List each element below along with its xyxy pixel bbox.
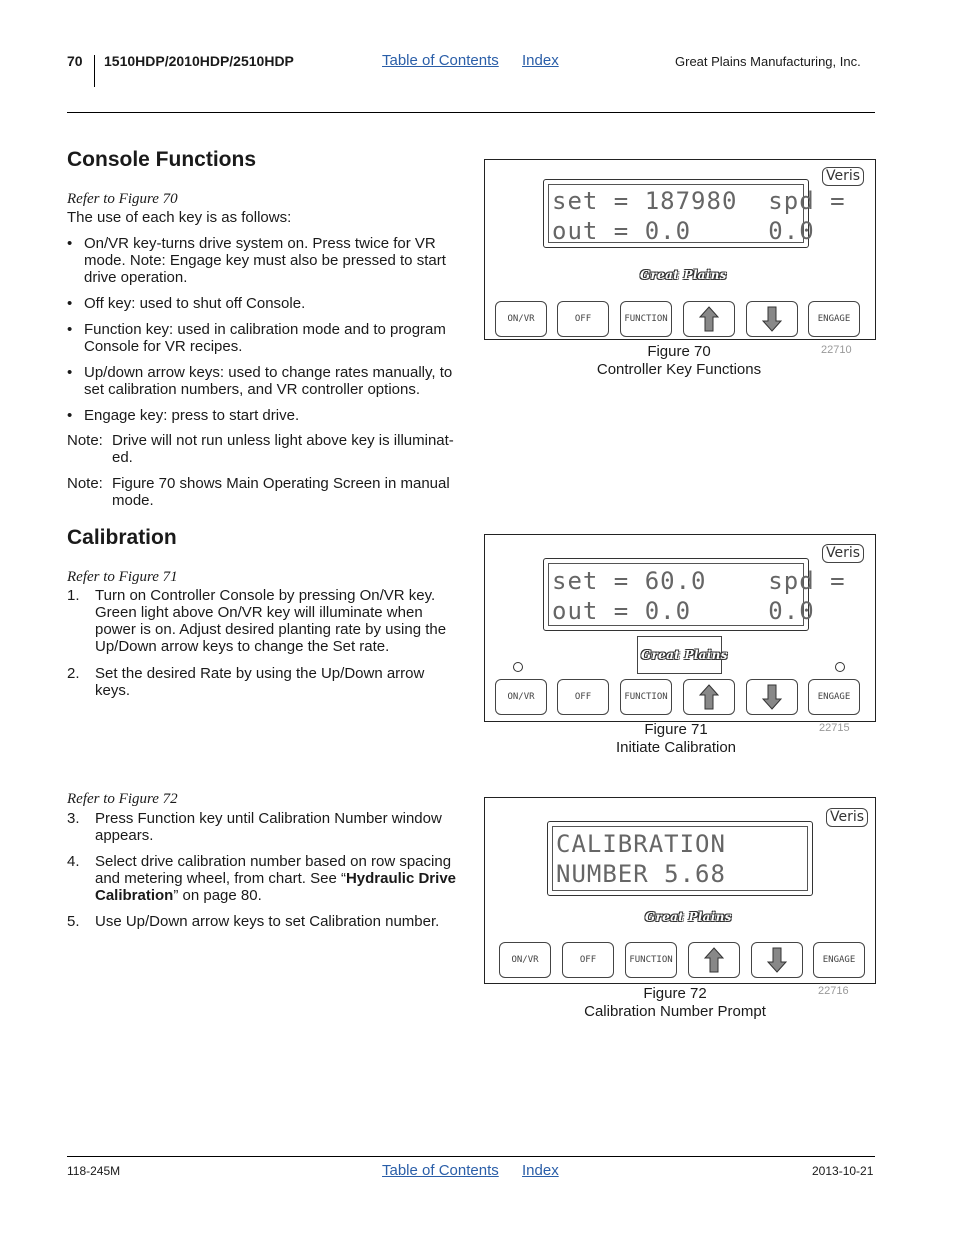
up-arrow-key[interactable] — [688, 942, 740, 978]
lcd-line: CALIBRATION — [556, 830, 726, 858]
company-name: Great Plains Manufacturing, Inc. — [675, 54, 861, 69]
off-key[interactable]: OFF — [557, 679, 609, 715]
figure-id: 22710 — [821, 344, 852, 356]
lcd-display — [543, 179, 846, 248]
down-arrow-key[interactable] — [746, 679, 798, 715]
header-toc-link[interactable]: Table of Contents — [382, 52, 499, 69]
onvr-key[interactable]: ON/VR — [495, 679, 547, 715]
figure-70-caption: Figure 70 Controller Key Functions — [596, 343, 762, 378]
header-rule — [67, 112, 875, 113]
footer-rule — [67, 1156, 875, 1157]
function-key[interactable]: FUNCTION — [625, 942, 677, 978]
page-number: 70 — [67, 53, 83, 69]
function-key[interactable]: FUNCTION — [620, 679, 672, 715]
down-arrow-key[interactable] — [751, 942, 803, 978]
lcd-line: set = 60.0 spd = — [552, 567, 846, 595]
refer-figure-70: Refer to Figure 70 — [67, 191, 178, 207]
off-key[interactable]: OFF — [557, 301, 609, 337]
great-plains-logo: Great Plains — [640, 268, 727, 282]
publish-date: 2013-10-21 — [812, 1164, 874, 1178]
veris-logo: Veris — [822, 167, 864, 186]
lcd-display — [547, 821, 813, 896]
figure-id: 22715 — [819, 722, 850, 734]
off-key[interactable]: OFF — [562, 942, 614, 978]
figure-71-console — [484, 534, 876, 722]
up-arrow-key[interactable] — [683, 679, 735, 715]
function-key[interactable]: FUNCTION — [620, 301, 672, 337]
onvr-key[interactable]: ON/VR — [499, 942, 551, 978]
figure-71-caption: Figure 71 Initiate Calibration — [615, 721, 737, 756]
cross-reference: Hydraulic Drive Calibration — [95, 870, 456, 904]
engage-key[interactable]: ENGAGE — [808, 679, 860, 715]
header-index-link[interactable]: Index — [522, 52, 559, 69]
footer-index-link[interactable]: Index — [522, 1162, 559, 1179]
up-arrow-icon — [699, 684, 719, 710]
figure-72-caption: Figure 72 Calibration Number Prompt — [584, 985, 766, 1020]
console-functions-heading: Console Functions — [67, 148, 256, 171]
up-arrow-key[interactable] — [683, 301, 735, 337]
header-divider — [94, 55, 95, 87]
lcd-line: out = 0.0 0.0 — [552, 217, 815, 245]
veris-logo: Veris — [826, 808, 868, 827]
model-title: 1510HDP/2010HDP/2510HDP — [104, 53, 294, 69]
engage-key[interactable]: ENGAGE — [813, 942, 865, 978]
down-arrow-icon — [762, 306, 782, 332]
console-intro: The use of each key is as follows: — [67, 209, 292, 226]
figure-72-console — [484, 797, 876, 984]
engage-key[interactable]: ENGAGE — [808, 301, 860, 337]
refer-figure-72: Refer to Figure 72 — [67, 791, 178, 807]
lcd-line: set = 187980 spd = — [552, 187, 846, 215]
up-arrow-icon — [699, 306, 719, 332]
document-number: 118-245M — [67, 1164, 121, 1178]
calibration-heading: Calibration — [67, 526, 177, 549]
lcd-line: out = 0.0 0.0 — [552, 597, 815, 625]
indicator-light — [835, 662, 845, 672]
indicator-light — [513, 662, 523, 672]
up-arrow-icon — [704, 947, 724, 973]
onvr-key[interactable]: ON/VR — [495, 301, 547, 337]
great-plains-logo: Great Plains — [645, 910, 732, 924]
veris-logo: Veris — [822, 544, 864, 563]
lcd-display — [543, 558, 846, 631]
down-arrow-icon — [762, 684, 782, 710]
footer-toc-link[interactable]: Table of Contents — [382, 1162, 499, 1179]
down-arrow-icon — [767, 947, 787, 973]
great-plains-logo: Great Plains — [641, 648, 728, 662]
down-arrow-key[interactable] — [746, 301, 798, 337]
figure-70-console — [484, 159, 876, 340]
lcd-line: NUMBER 5.68 — [556, 860, 726, 888]
refer-figure-71: Refer to Figure 71 — [67, 569, 178, 585]
figure-id: 22716 — [818, 985, 849, 997]
